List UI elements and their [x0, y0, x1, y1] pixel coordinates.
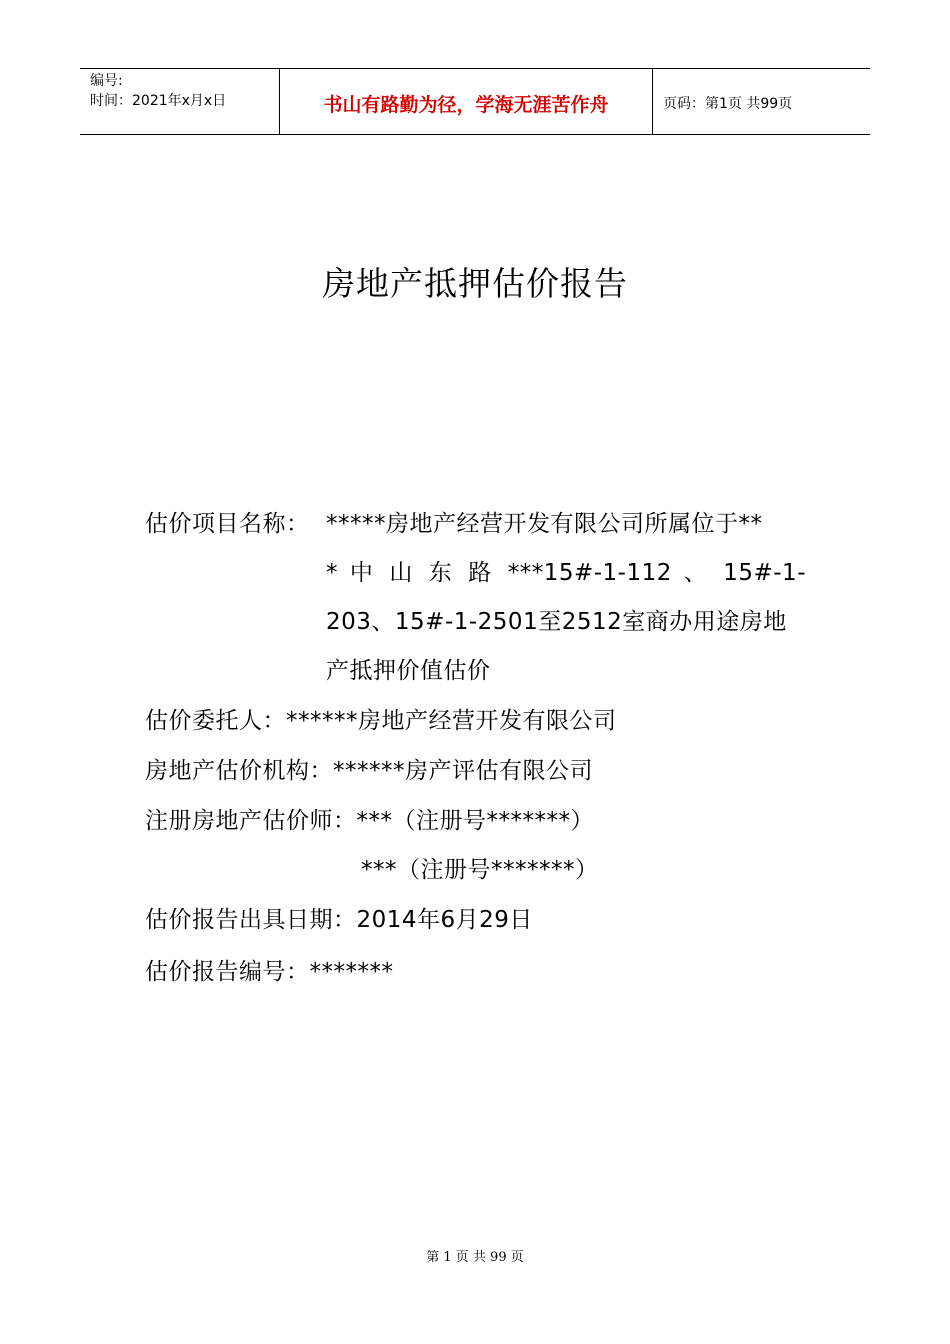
project-line-3: 203、15#-1-2501至2512室商办用途房地 [326, 609, 787, 635]
report-date-line: 估价报告出具日期：2014年6月29日 [145, 907, 533, 933]
project-line-2: * 中 山 东 路 ***15#-1-112 、 15#-1- [326, 560, 806, 586]
report-number-line: 估价报告编号：******* [145, 959, 394, 985]
project-label: 估价项目名称： [145, 511, 310, 537]
appraiser-line-2: ***（注册号*******） [361, 857, 599, 883]
time-label: 时间：2021年x月x日 [90, 93, 227, 109]
header-page-info: 页码：第1页 共99页 [663, 95, 793, 112]
header-meta [80, 69, 280, 134]
document-title: 房地产抵押估价报告 [322, 264, 628, 303]
page-header [80, 68, 870, 135]
appraiser-line-1: 注册房地产估价师：***（注册号*******） [145, 808, 594, 834]
page-footer: 第 1 页 共 99 页 [426, 1250, 524, 1265]
agency-line: 房地产估价机构：******房产评估有限公司 [145, 758, 593, 784]
header-motto: 书山有路勤为径，学海无涯苦作舟 [280, 69, 653, 134]
number-label: 编号: [90, 73, 123, 89]
project-line-1: *****房地产经营开发有限公司所属位于** [326, 511, 763, 537]
project-line-4: 产抵押价值估价 [326, 658, 491, 684]
client-line: 估价委托人：******房地产经营开发有限公司 [145, 708, 617, 734]
